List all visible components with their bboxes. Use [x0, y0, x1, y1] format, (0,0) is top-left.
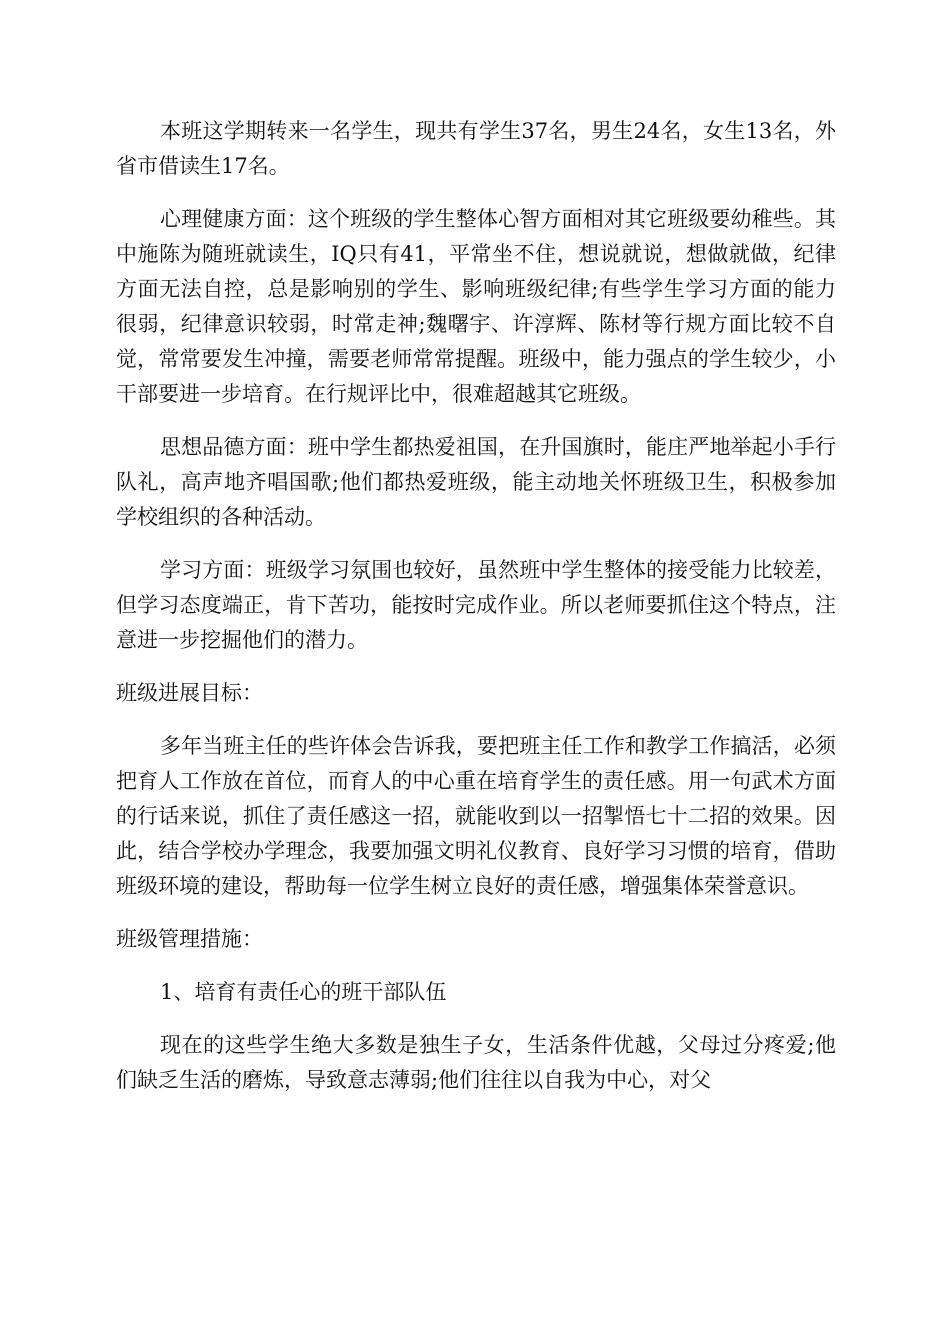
paragraph-goals: 多年当班主任的些许体会告诉我，要把班主任工作和教学工作搞活，必须把育人工作放在首位，而育人的中心重在培育学生的责任感。用一句武术方面的行话来说，抓住了责任感这一招，就能收到以一招掣悟七十二招的效果。因此，结合学校办学理念，我要加强文明礼仪教育、良好学习习惯的培育，借助班级环境的建设，帮助每一位学生树立良好的责任感，增强集体荣誉意识。	[116, 734, 836, 898]
paragraph-students-situation: 现在的这些学生绝大多数是独生子女，生活条件优越，父母过分疼爱;他们缺乏生活的磨炼，导致意志薄弱;他们往往以自我为中心，对父	[116, 1033, 836, 1092]
paragraph-mental-health: 心理健康方面：这个班级的学生整体心智方面相对其它班级要幼稚些。其中施陈为随班就读生，IQ只有41，平常坐不住，想说就说，想做就做，纪律方面无法自控，总是影响别的学生、影响班级纪律;有些学生学习方面的能力很弱，纪律意识较弱，时常走神;魏曙宇、许淳辉、陈材等行规方面比较不自觉，常常要发生冲撞，需要老师常常提醒。班级中，能力强点的学生较少，小干部要进一步培育。在行规评比中，很难超越其它班级。	[116, 207, 836, 406]
paragraph-class-overview: 本班这学期转来一名学生，现共有学生37名，男生24名，女生13名，外省市借读生17名。	[116, 119, 836, 178]
heading-class-goals: 班级进展目标：	[116, 681, 263, 705]
document-body	[116, 114, 836, 1116]
paragraph-moral-character: 思想品德方面：班中学生都热爱祖国，在升国旗时，能庄严地举起小手行队礼，高声地齐唱国歌;他们都热爱班级，能主动地关怀班级卫生，积极参加学校组织的各种活动。	[116, 435, 836, 529]
paragraph-study: 学习方面：班级学习氛围也较好，虽然班中学生整体的接受能力比较差，但学习态度端正，肯下苦功，能按时完成作业。所以老师要抓住这个特点，注意进一步挖掘他们的潜力。	[116, 558, 836, 652]
heading-management-measures: 班级管理措施：	[116, 927, 263, 951]
list-item-cadre-team: 1、培育有责任心的班干部队伍	[160, 980, 447, 1004]
